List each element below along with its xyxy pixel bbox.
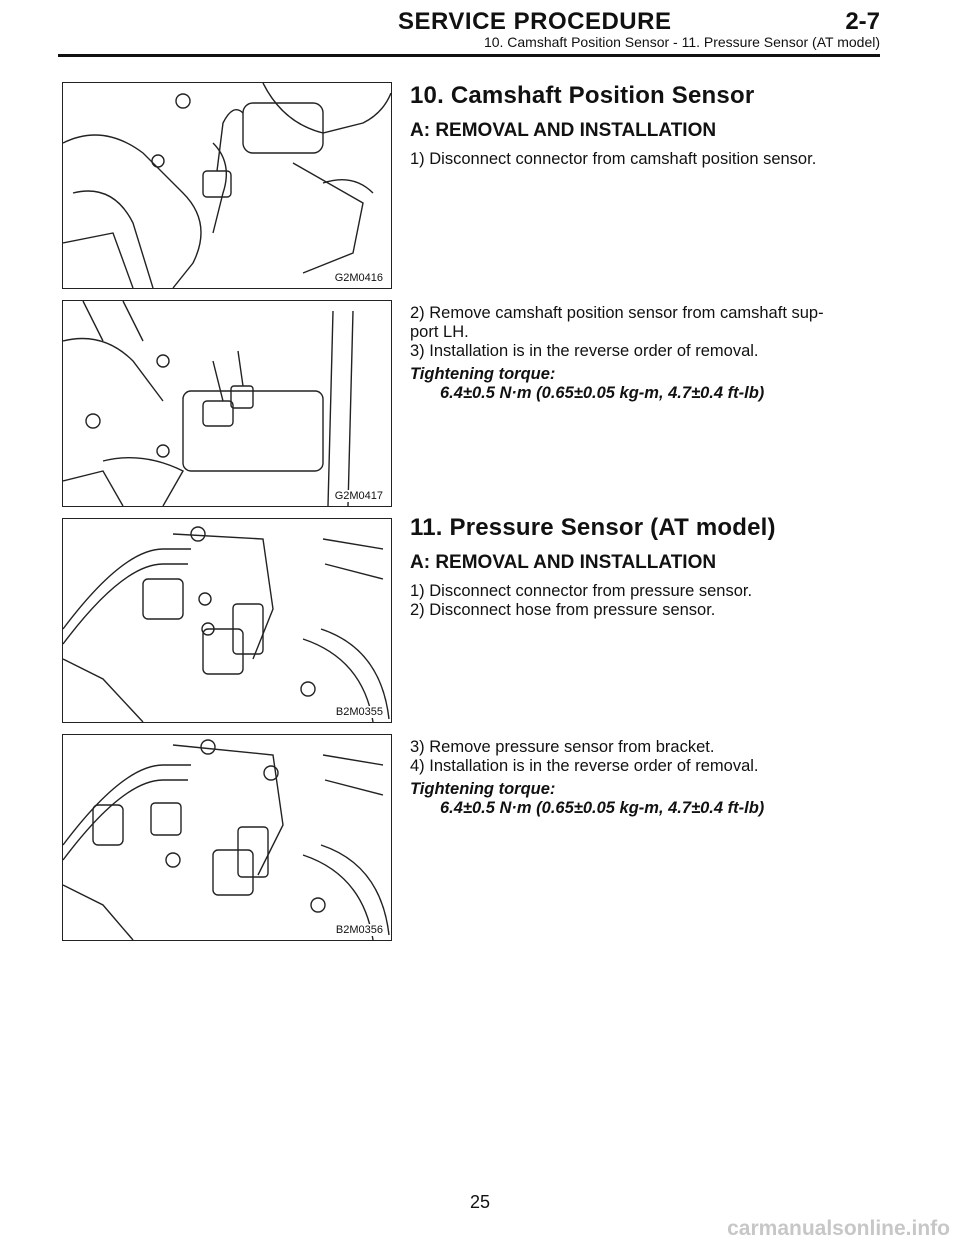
header-section-code: 2-7 [845,8,880,35]
section-title: 10. Camshaft Position Sensor [410,82,755,109]
section-11-steps [410,738,880,818]
step-3: 3) Remove pressure sensor from bracket. [410,738,715,756]
step-2-line-1: 2) Remove camshaft position sensor from camshaft sup- [410,304,824,322]
header-divider [58,54,880,57]
figure-code: B2M0356 [335,924,383,936]
section-10-steps [410,304,880,403]
header-title: SERVICE PROCEDURE [398,8,672,35]
step-3: 3) Installation is in the reverse order of removal. [410,342,759,360]
watermark: carmanualsonline.info [727,1217,950,1240]
torque-label: Tightening torque: [410,365,556,383]
section-11-text [410,514,880,620]
page-number: 25 [470,1192,491,1212]
figure-camshaft-sensor-connector [62,82,392,289]
section-10-text [410,82,880,169]
subsection-title: A: REMOVAL AND INSTALLATION [410,552,717,573]
torque-value: 6.4±0.5 N·m (0.65±0.05 kg-m, 4.7±0.4 ft-lb) [440,799,765,817]
figure-camshaft-sensor-removal [62,300,392,507]
header-subtitle: 10. Camshaft Position Sensor - 11. Pressure Sensor (AT model) [483,34,880,50]
figure-code: G2M0416 [334,272,383,284]
step-1: 1) Disconnect connector from camshaft position sensor. [410,150,817,168]
engine-illustration [63,301,391,506]
step-1: 1) Disconnect connector from pressure sensor. [410,582,753,600]
engine-illustration [63,735,391,940]
step-2-line-2: port LH. [410,323,469,341]
section-title: 11. Pressure Sensor (AT model) [410,514,776,541]
figure-code: B2M0355 [335,706,383,718]
step-4: 4) Installation is in the reverse order of removal. [410,757,759,775]
torque-value: 6.4±0.5 N·m (0.65±0.05 kg-m, 4.7±0.4 ft-lb) [440,384,765,402]
figure-pressure-sensor-connector [62,518,392,723]
torque-label: Tightening torque: [410,780,556,798]
engine-illustration [63,83,391,288]
figure-code: G2M0417 [334,490,383,502]
figure-pressure-sensor-bracket [62,734,392,941]
subsection-title: A: REMOVAL AND INSTALLATION [410,120,717,141]
step-2: 2) Disconnect hose from pressure sensor. [410,601,716,619]
engine-illustration [63,519,391,722]
